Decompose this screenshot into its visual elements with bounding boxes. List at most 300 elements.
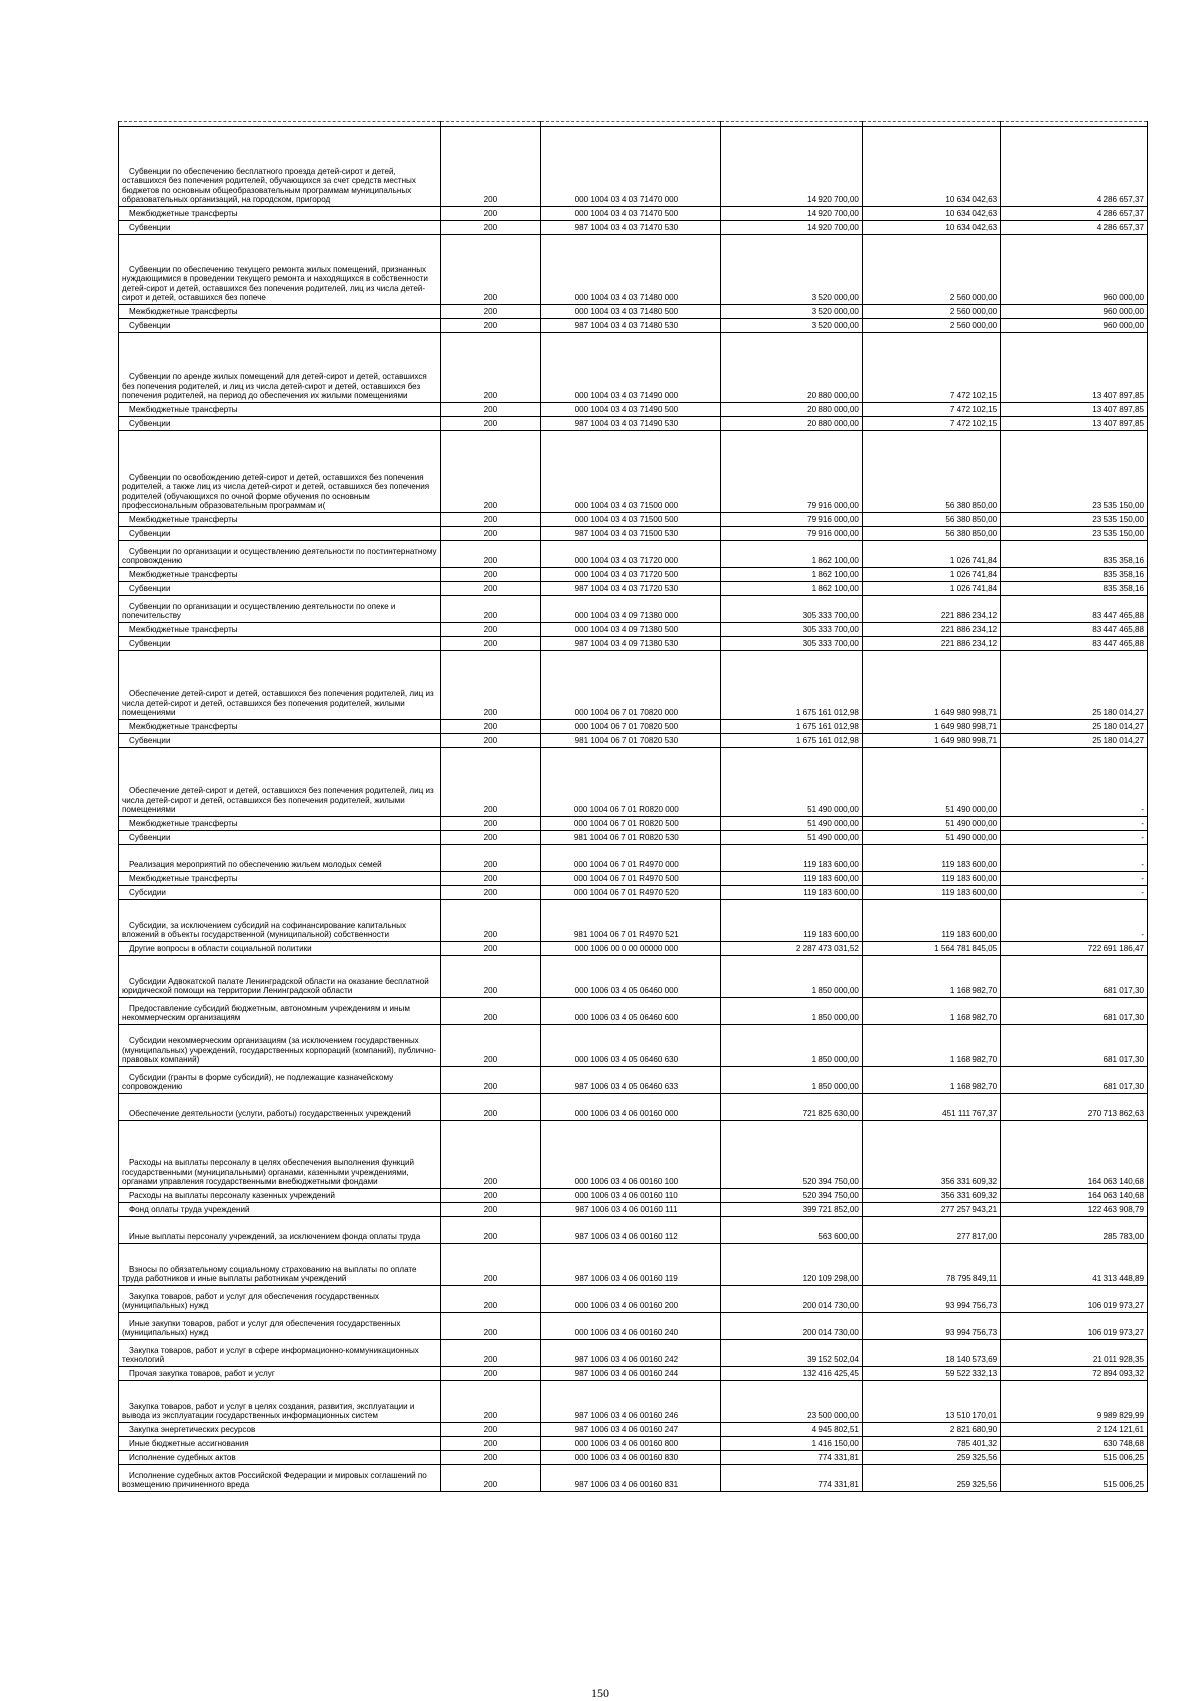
- row-kbk-cell: 987 1004 03 4 09 71380 530: [541, 637, 721, 651]
- row-executed-cell: 56 380 850,00: [862, 431, 1000, 513]
- row-remaining-cell: 23 535 150,00: [1001, 513, 1148, 527]
- row-name-cell: Иные бюджетные ассигнования: [119, 1437, 441, 1451]
- row-plan-cell: 1 862 100,00: [721, 582, 862, 596]
- row-plan-cell: 119 183 600,00: [721, 886, 862, 900]
- row-plan-cell: 3 520 000,00: [721, 235, 862, 305]
- row-kbk-cell: 000 1004 06 7 01 R0820 000: [541, 748, 721, 817]
- row-executed-cell: 56 380 850,00: [862, 527, 1000, 541]
- row-plan-cell: 14 920 700,00: [721, 221, 862, 235]
- row-kbk-cell: 000 1006 03 4 05 06460 000: [541, 956, 721, 998]
- row-remaining-cell: 164 063 140,68: [1001, 1189, 1148, 1203]
- row-remaining-cell: 960 000,00: [1001, 319, 1148, 333]
- row-remaining-cell: 681 017,30: [1001, 956, 1148, 998]
- row-plan-cell: 51 490 000,00: [721, 817, 862, 831]
- table-row: [119, 734, 1148, 748]
- row-executed-cell: 277 817,00: [862, 1217, 1000, 1244]
- table-row: [119, 582, 1148, 596]
- row-code-cell: 200: [440, 127, 541, 207]
- row-name-cell: Субвенции: [119, 582, 441, 596]
- row-plan-cell: 305 333 700,00: [721, 637, 862, 651]
- row-remaining-cell: 681 017,30: [1001, 1025, 1148, 1067]
- row-executed-cell: 1 649 980 998,71: [862, 720, 1000, 734]
- row-remaining-cell: 83 447 465,88: [1001, 596, 1148, 623]
- row-name-cell: Прочая закупка товаров, работ и услуг: [119, 1367, 441, 1381]
- row-remaining-cell: 21 011 928,35: [1001, 1340, 1148, 1367]
- row-name-cell: Межбюджетные трансферты: [119, 623, 441, 637]
- row-code-cell: 200: [440, 872, 541, 886]
- row-plan-cell: 1 850 000,00: [721, 956, 862, 998]
- row-remaining-cell: -: [1001, 748, 1148, 817]
- row-name-cell: Субвенции по аренде жилых помещений для детей-сирот и детей, оставшихся без попечения родителей, и лиц из числа детей-сирот и детей, оставшихся без попечения родителей, на период до обеспечения их жилыми помещениями: [119, 333, 441, 403]
- row-executed-cell: 18 140 573,69: [862, 1340, 1000, 1367]
- row-plan-cell: 2 287 473 031,52: [721, 942, 862, 956]
- row-plan-cell: 1 850 000,00: [721, 1067, 862, 1094]
- row-executed-cell: 259 325,56: [862, 1451, 1000, 1465]
- row-name-cell: Субсидии (гранты в форме субсидий), не подлежащие казначейскому сопровождению: [119, 1067, 441, 1094]
- row-code-cell: 200: [440, 623, 541, 637]
- row-kbk-cell: 987 1006 03 4 06 00160 246: [541, 1381, 721, 1423]
- table-row: [119, 1025, 1148, 1067]
- row-executed-cell: 119 183 600,00: [862, 886, 1000, 900]
- row-kbk-cell: 000 1006 03 4 05 06460 600: [541, 998, 721, 1025]
- row-executed-cell: 7 472 102,15: [862, 333, 1000, 403]
- row-executed-cell: 2 560 000,00: [862, 305, 1000, 319]
- row-executed-cell: 1 649 980 998,71: [862, 651, 1000, 720]
- row-remaining-cell: -: [1001, 831, 1148, 845]
- row-remaining-cell: 25 180 014,27: [1001, 720, 1148, 734]
- row-plan-cell: 399 721 852,00: [721, 1203, 862, 1217]
- row-executed-cell: 356 331 609,32: [862, 1189, 1000, 1203]
- row-plan-cell: 51 490 000,00: [721, 748, 862, 817]
- row-executed-cell: 1 026 741,84: [862, 568, 1000, 582]
- row-executed-cell: 2 560 000,00: [862, 319, 1000, 333]
- row-code-cell: 200: [440, 513, 541, 527]
- row-plan-cell: 79 916 000,00: [721, 513, 862, 527]
- row-code-cell: 200: [440, 1217, 541, 1244]
- table-row: [119, 748, 1148, 817]
- row-kbk-cell: 000 1004 03 4 03 71720 000: [541, 541, 721, 568]
- row-remaining-cell: 83 447 465,88: [1001, 623, 1148, 637]
- row-executed-cell: 221 886 234,12: [862, 623, 1000, 637]
- row-plan-cell: 1 675 161 012,98: [721, 651, 862, 720]
- row-name-cell: Межбюджетные трансферты: [119, 872, 441, 886]
- table-row: [119, 1381, 1148, 1423]
- row-remaining-cell: 106 019 973,27: [1001, 1286, 1148, 1313]
- row-remaining-cell: 9 989 829,99: [1001, 1381, 1148, 1423]
- table-row: [119, 235, 1148, 305]
- row-kbk-cell: 981 1004 06 7 01 70820 530: [541, 734, 721, 748]
- table-row: [119, 319, 1148, 333]
- row-plan-cell: 721 825 630,00: [721, 1094, 862, 1121]
- row-executed-cell: 7 472 102,15: [862, 417, 1000, 431]
- row-remaining-cell: 25 180 014,27: [1001, 734, 1148, 748]
- table-row: [119, 1244, 1148, 1286]
- row-executed-cell: 1 168 982,70: [862, 1067, 1000, 1094]
- row-executed-cell: 1 564 781 845,05: [862, 942, 1000, 956]
- table-row: [119, 596, 1148, 623]
- row-plan-cell: 305 333 700,00: [721, 596, 862, 623]
- row-name-cell: Субсидии Адвокатской палате Ленинградской области на оказание бесплатной юридической помощи на территории Ленинградской области: [119, 956, 441, 998]
- row-code-cell: 200: [440, 1203, 541, 1217]
- row-kbk-cell: 000 1006 03 4 06 00160 240: [541, 1313, 721, 1340]
- table-row: [119, 305, 1148, 319]
- row-plan-cell: 119 183 600,00: [721, 900, 862, 942]
- row-kbk-cell: 987 1006 03 4 06 00160 111: [541, 1203, 721, 1217]
- row-plan-cell: 1 862 100,00: [721, 541, 862, 568]
- row-plan-cell: 200 014 730,00: [721, 1286, 862, 1313]
- row-kbk-cell: 000 1004 03 4 03 71470 500: [541, 207, 721, 221]
- row-kbk-cell: 000 1004 03 4 03 71490 500: [541, 403, 721, 417]
- row-kbk-cell: 987 1004 03 4 03 71490 530: [541, 417, 721, 431]
- table-body: [119, 122, 1148, 1492]
- row-executed-cell: 10 634 042,63: [862, 221, 1000, 235]
- row-kbk-cell: 987 1004 03 4 03 71480 530: [541, 319, 721, 333]
- row-plan-cell: 20 880 000,00: [721, 417, 862, 431]
- table-row: [119, 1121, 1148, 1189]
- row-executed-cell: 221 886 234,12: [862, 596, 1000, 623]
- page-number: 150: [591, 1686, 609, 1700]
- table-row: [119, 527, 1148, 541]
- table-row: [119, 333, 1148, 403]
- row-name-cell: Межбюджетные трансферты: [119, 403, 441, 417]
- row-executed-cell: 10 634 042,63: [862, 127, 1000, 207]
- row-name-cell: Иные закупки товаров, работ и услуг для обеспечения государственных (муниципальных) нужд: [119, 1313, 441, 1340]
- row-name-cell: Субсидии: [119, 886, 441, 900]
- table-row: [119, 431, 1148, 513]
- table-row: [119, 1286, 1148, 1313]
- row-remaining-cell: 722 691 186,47: [1001, 942, 1148, 956]
- row-remaining-cell: -: [1001, 817, 1148, 831]
- row-remaining-cell: 835 358,16: [1001, 541, 1148, 568]
- row-kbk-cell: 000 1004 03 4 03 71500 000: [541, 431, 721, 513]
- row-name-cell: Субвенции: [119, 417, 441, 431]
- row-plan-cell: 1 416 150,00: [721, 1437, 862, 1451]
- row-remaining-cell: 4 286 657,37: [1001, 221, 1148, 235]
- row-executed-cell: 93 994 756,73: [862, 1313, 1000, 1340]
- row-remaining-cell: 681 017,30: [1001, 1067, 1148, 1094]
- row-plan-cell: 39 152 502,04: [721, 1340, 862, 1367]
- row-name-cell: Расходы на выплаты персоналу в целях обеспечения выполнения функций государственными (муниципальными) органами, казенными учреждениями, органами управления государственными внебюджетными фондами: [119, 1121, 441, 1189]
- row-executed-cell: 1 168 982,70: [862, 998, 1000, 1025]
- row-executed-cell: 10 634 042,63: [862, 207, 1000, 221]
- row-name-cell: Субвенции по обеспечению бесплатного проезда детей-сирот и детей, оставшихся без попечения родителей, обучающихся за счет средств местных бюджетов по основным общеобразовательным программам муниципальных образовательных организаций, на городском, пригород: [119, 127, 441, 207]
- row-remaining-cell: 835 358,16: [1001, 582, 1148, 596]
- row-name-cell: Субвенции: [119, 831, 441, 845]
- row-kbk-cell: 000 1006 03 4 06 00160 830: [541, 1451, 721, 1465]
- row-remaining-cell: 835 358,16: [1001, 568, 1148, 582]
- row-code-cell: 200: [440, 541, 541, 568]
- row-plan-cell: 119 183 600,00: [721, 845, 862, 872]
- row-plan-cell: 774 331,81: [721, 1465, 862, 1492]
- row-name-cell: Закупка энергетических ресурсов: [119, 1423, 441, 1437]
- table-row: [119, 1340, 1148, 1367]
- row-kbk-cell: 000 1006 03 4 06 00160 000: [541, 1094, 721, 1121]
- row-name-cell: Реализация мероприятий по обеспечению жильем молодых семей: [119, 845, 441, 872]
- row-code-cell: 200: [440, 651, 541, 720]
- row-remaining-cell: 960 000,00: [1001, 235, 1148, 305]
- row-name-cell: Субвенции: [119, 637, 441, 651]
- row-code-cell: 200: [440, 1189, 541, 1203]
- table-row: [119, 403, 1148, 417]
- row-name-cell: Субвенции: [119, 527, 441, 541]
- row-executed-cell: 277 257 943,21: [862, 1203, 1000, 1217]
- row-name-cell: Обеспечение деятельности (услуги, работы) государственных учреждений: [119, 1094, 441, 1121]
- table-row: [119, 1465, 1148, 1492]
- row-remaining-cell: 630 748,68: [1001, 1437, 1148, 1451]
- row-code-cell: 200: [440, 886, 541, 900]
- row-code-cell: 200: [440, 748, 541, 817]
- row-plan-cell: 305 333 700,00: [721, 623, 862, 637]
- row-remaining-cell: 72 894 093,32: [1001, 1367, 1148, 1381]
- row-kbk-cell: 000 1004 03 4 03 71490 000: [541, 333, 721, 403]
- row-code-cell: 200: [440, 1423, 541, 1437]
- row-name-cell: Межбюджетные трансферты: [119, 207, 441, 221]
- row-executed-cell: 1 168 982,70: [862, 956, 1000, 998]
- table-row: [119, 872, 1148, 886]
- row-code-cell: 200: [440, 431, 541, 513]
- row-code-cell: 200: [440, 568, 541, 582]
- row-executed-cell: 451 111 767,37: [862, 1094, 1000, 1121]
- row-remaining-cell: 13 407 897,85: [1001, 417, 1148, 431]
- row-executed-cell: 7 472 102,15: [862, 403, 1000, 417]
- row-executed-cell: 119 183 600,00: [862, 845, 1000, 872]
- row-name-cell: Субвенции по организации и осуществлению деятельности по опеке и попечительству: [119, 596, 441, 623]
- row-kbk-cell: 000 1004 03 4 03 71480 000: [541, 235, 721, 305]
- row-kbk-cell: 987 1006 03 4 06 00160 244: [541, 1367, 721, 1381]
- row-code-cell: 200: [440, 1244, 541, 1286]
- row-name-cell: Субвенции по организации и осуществлению деятельности по постинтернатному сопровождению: [119, 541, 441, 568]
- row-kbk-cell: 000 1004 03 4 03 71720 500: [541, 568, 721, 582]
- row-kbk-cell: 987 1006 03 4 06 00160 112: [541, 1217, 721, 1244]
- row-kbk-cell: 981 1004 06 7 01 R0820 530: [541, 831, 721, 845]
- row-kbk-cell: 000 1006 03 4 06 00160 200: [541, 1286, 721, 1313]
- row-code-cell: 200: [440, 1067, 541, 1094]
- row-code-cell: 200: [440, 817, 541, 831]
- row-plan-cell: 774 331,81: [721, 1451, 862, 1465]
- row-executed-cell: 356 331 609,32: [862, 1121, 1000, 1189]
- row-plan-cell: 79 916 000,00: [721, 527, 862, 541]
- row-code-cell: 200: [440, 720, 541, 734]
- row-name-cell: Межбюджетные трансферты: [119, 305, 441, 319]
- row-code-cell: 200: [440, 1340, 541, 1367]
- row-plan-cell: 3 520 000,00: [721, 319, 862, 333]
- row-kbk-cell: 000 1004 06 7 01 70820 000: [541, 651, 721, 720]
- row-name-cell: Закупка товаров, работ и услуг в сфере информационно-коммуникационных технологий: [119, 1340, 441, 1367]
- row-name-cell: Фонд оплаты труда учреждений: [119, 1203, 441, 1217]
- table-row: [119, 1423, 1148, 1437]
- table-row: [119, 900, 1148, 942]
- table-row: [119, 207, 1148, 221]
- table-row: [119, 1067, 1148, 1094]
- row-plan-cell: 563 600,00: [721, 1217, 862, 1244]
- row-remaining-cell: 106 019 973,27: [1001, 1313, 1148, 1340]
- row-code-cell: 200: [440, 1465, 541, 1492]
- table-row: [119, 127, 1148, 207]
- row-remaining-cell: 23 535 150,00: [1001, 431, 1148, 513]
- row-kbk-cell: 987 1006 03 4 05 06460 633: [541, 1067, 721, 1094]
- row-code-cell: 200: [440, 333, 541, 403]
- row-executed-cell: 119 183 600,00: [862, 900, 1000, 942]
- table-row: [119, 1094, 1148, 1121]
- table-row: [119, 623, 1148, 637]
- row-code-cell: 200: [440, 527, 541, 541]
- table-row: [119, 1367, 1148, 1381]
- row-kbk-cell: 000 1004 06 7 01 R4970 500: [541, 872, 721, 886]
- table-row: [119, 1451, 1148, 1465]
- row-code-cell: 200: [440, 1025, 541, 1067]
- row-executed-cell: 51 490 000,00: [862, 748, 1000, 817]
- row-code-cell: 200: [440, 1367, 541, 1381]
- row-code-cell: 200: [440, 582, 541, 596]
- row-code-cell: 200: [440, 319, 541, 333]
- row-code-cell: 200: [440, 1286, 541, 1313]
- row-executed-cell: 2 560 000,00: [862, 235, 1000, 305]
- table-row: [119, 637, 1148, 651]
- row-name-cell: Субвенции по обеспечению текущего ремонта жилых помещений, признанных нуждающимися в проведении текущего ремонта и находящихся в собственности детей-сирот и детей, оставшихся без попечения родителей, лиц из числа детей-сирот и детей, оставшихся без попече: [119, 235, 441, 305]
- row-name-cell: Взносы по обязательному социальному страхованию на выплаты по оплате труда работников и иные выплаты работникам учреждений: [119, 1244, 441, 1286]
- row-name-cell: Межбюджетные трансферты: [119, 817, 441, 831]
- row-remaining-cell: 41 313 448,89: [1001, 1244, 1148, 1286]
- row-plan-cell: 200 014 730,00: [721, 1313, 862, 1340]
- table-row: [119, 513, 1148, 527]
- table-row: [119, 651, 1148, 720]
- row-code-cell: 200: [440, 956, 541, 998]
- row-remaining-cell: -: [1001, 872, 1148, 886]
- row-name-cell: Исполнение судебных актов: [119, 1451, 441, 1465]
- row-remaining-cell: 515 006,25: [1001, 1465, 1148, 1492]
- row-executed-cell: 59 522 332,13: [862, 1367, 1000, 1381]
- row-remaining-cell: 4 286 657,37: [1001, 127, 1148, 207]
- row-plan-cell: 1 862 100,00: [721, 568, 862, 582]
- row-code-cell: 200: [440, 831, 541, 845]
- table-row: [119, 845, 1148, 872]
- row-kbk-cell: 000 1006 03 4 06 00160 110: [541, 1189, 721, 1203]
- table-row: [119, 1189, 1148, 1203]
- row-plan-cell: 20 880 000,00: [721, 403, 862, 417]
- row-kbk-cell: 981 1004 06 7 01 R4970 521: [541, 900, 721, 942]
- row-remaining-cell: 13 407 897,85: [1001, 333, 1148, 403]
- row-code-cell: 200: [440, 305, 541, 319]
- row-plan-cell: 51 490 000,00: [721, 831, 862, 845]
- row-code-cell: 200: [440, 1121, 541, 1189]
- row-plan-cell: 120 109 298,00: [721, 1244, 862, 1286]
- row-code-cell: 200: [440, 596, 541, 623]
- row-plan-cell: 3 520 000,00: [721, 305, 862, 319]
- row-plan-cell: 23 500 000,00: [721, 1381, 862, 1423]
- row-kbk-cell: 000 1004 03 4 09 71380 500: [541, 623, 721, 637]
- row-kbk-cell: 000 1004 06 7 01 R0820 500: [541, 817, 721, 831]
- row-executed-cell: 1 649 980 998,71: [862, 734, 1000, 748]
- row-code-cell: 200: [440, 1451, 541, 1465]
- row-name-cell: Субвенции: [119, 319, 441, 333]
- table-row: [119, 956, 1148, 998]
- row-plan-cell: 520 394 750,00: [721, 1189, 862, 1203]
- row-kbk-cell: 987 1006 03 4 06 00160 119: [541, 1244, 721, 1286]
- row-executed-cell: 785 401,32: [862, 1437, 1000, 1451]
- row-name-cell: Другие вопросы в области социальной политики: [119, 942, 441, 956]
- row-executed-cell: 78 795 849,11: [862, 1244, 1000, 1286]
- row-name-cell: Обеспечение детей-сирот и детей, оставшихся без попечения родителей, лиц из числа детей-сирот и детей, оставшихся без попечения родителей, жилыми помещениями: [119, 651, 441, 720]
- row-executed-cell: 56 380 850,00: [862, 513, 1000, 527]
- row-plan-cell: 14 920 700,00: [721, 207, 862, 221]
- row-name-cell: Межбюджетные трансферты: [119, 720, 441, 734]
- row-code-cell: 200: [440, 998, 541, 1025]
- row-remaining-cell: 25 180 014,27: [1001, 651, 1148, 720]
- table-row: [119, 1313, 1148, 1340]
- row-name-cell: Субсидии, за исключением субсидий на софинансирование капитальных вложений в объекты государственной (муниципальной) собственности: [119, 900, 441, 942]
- row-code-cell: 200: [440, 221, 541, 235]
- table-row: [119, 831, 1148, 845]
- budget-table-sheet: [118, 121, 1148, 1492]
- row-remaining-cell: 681 017,30: [1001, 998, 1148, 1025]
- row-kbk-cell: 987 1004 03 4 03 71470 530: [541, 221, 721, 235]
- row-remaining-cell: 515 006,25: [1001, 1451, 1148, 1465]
- row-kbk-cell: 000 1004 03 4 03 71480 500: [541, 305, 721, 319]
- row-kbk-cell: 000 1004 06 7 01 R4970 000: [541, 845, 721, 872]
- row-plan-cell: 132 416 425,45: [721, 1367, 862, 1381]
- row-name-cell: Межбюджетные трансферты: [119, 568, 441, 582]
- row-remaining-cell: 164 063 140,68: [1001, 1121, 1148, 1189]
- table-row: [119, 221, 1148, 235]
- row-name-cell: Субвенции: [119, 734, 441, 748]
- row-plan-cell: 119 183 600,00: [721, 872, 862, 886]
- row-remaining-cell: -: [1001, 900, 1148, 942]
- row-name-cell: Исполнение судебных актов Российской Федерации и мировых соглашений по возмещению причиненного вреда: [119, 1465, 441, 1492]
- row-kbk-cell: 000 1004 06 7 01 R4970 520: [541, 886, 721, 900]
- row-executed-cell: 93 994 756,73: [862, 1286, 1000, 1313]
- row-plan-cell: 1 850 000,00: [721, 1025, 862, 1067]
- row-code-cell: 200: [440, 1437, 541, 1451]
- table-row: [119, 1217, 1148, 1244]
- row-executed-cell: 1 026 741,84: [862, 541, 1000, 568]
- row-executed-cell: 221 886 234,12: [862, 637, 1000, 651]
- table-row: [119, 541, 1148, 568]
- table-row: [119, 1437, 1148, 1451]
- row-plan-cell: 520 394 750,00: [721, 1121, 862, 1189]
- table-row: [119, 417, 1148, 431]
- row-plan-cell: 14 920 700,00: [721, 127, 862, 207]
- row-kbk-cell: 987 1004 03 4 03 71500 530: [541, 527, 721, 541]
- row-kbk-cell: 987 1006 03 4 06 00160 242: [541, 1340, 721, 1367]
- row-remaining-cell: 13 407 897,85: [1001, 403, 1148, 417]
- table-row: [119, 568, 1148, 582]
- row-kbk-cell: 987 1006 03 4 06 00160 831: [541, 1465, 721, 1492]
- row-code-cell: 200: [440, 900, 541, 942]
- row-name-cell: Субвенции: [119, 221, 441, 235]
- table-row: [119, 886, 1148, 900]
- row-name-cell: Закупка товаров, работ и услуг для обеспечения государственных (муниципальных) нужд: [119, 1286, 441, 1313]
- row-code-cell: 200: [440, 417, 541, 431]
- row-name-cell: Расходы на выплаты персоналу казенных учреждений: [119, 1189, 441, 1203]
- row-executed-cell: 2 821 680,90: [862, 1423, 1000, 1437]
- row-kbk-cell: 000 1004 03 4 09 71380 000: [541, 596, 721, 623]
- row-remaining-cell: -: [1001, 845, 1148, 872]
- row-name-cell: Субсидии некоммерческим организациям (за исключением государственных (муниципальных) учреждений, государственных корпораций (компаний), публично-правовых компаний): [119, 1025, 441, 1067]
- row-kbk-cell: 000 1006 03 4 06 00160 800: [541, 1437, 721, 1451]
- row-kbk-cell: 000 1004 06 7 01 70820 500: [541, 720, 721, 734]
- row-code-cell: 200: [440, 637, 541, 651]
- row-remaining-cell: 285 783,00: [1001, 1217, 1148, 1244]
- row-kbk-cell: 987 1006 03 4 06 00160 247: [541, 1423, 721, 1437]
- row-name-cell: Субвенции по освобождению детей-сирот и детей, оставшихся без попечения родителей, а также лиц из числа детей-сирот и детей, оставшихся без попечения родителей (обучающихся по очной форме обучения по основным профессиональным образовательным программам и(: [119, 431, 441, 513]
- row-remaining-cell: 23 535 150,00: [1001, 527, 1148, 541]
- row-kbk-cell: 000 1006 03 4 06 00160 100: [541, 1121, 721, 1189]
- row-code-cell: 200: [440, 207, 541, 221]
- table-row: [119, 720, 1148, 734]
- row-plan-cell: 1 850 000,00: [721, 998, 862, 1025]
- row-plan-cell: 79 916 000,00: [721, 431, 862, 513]
- row-plan-cell: 1 675 161 012,98: [721, 720, 862, 734]
